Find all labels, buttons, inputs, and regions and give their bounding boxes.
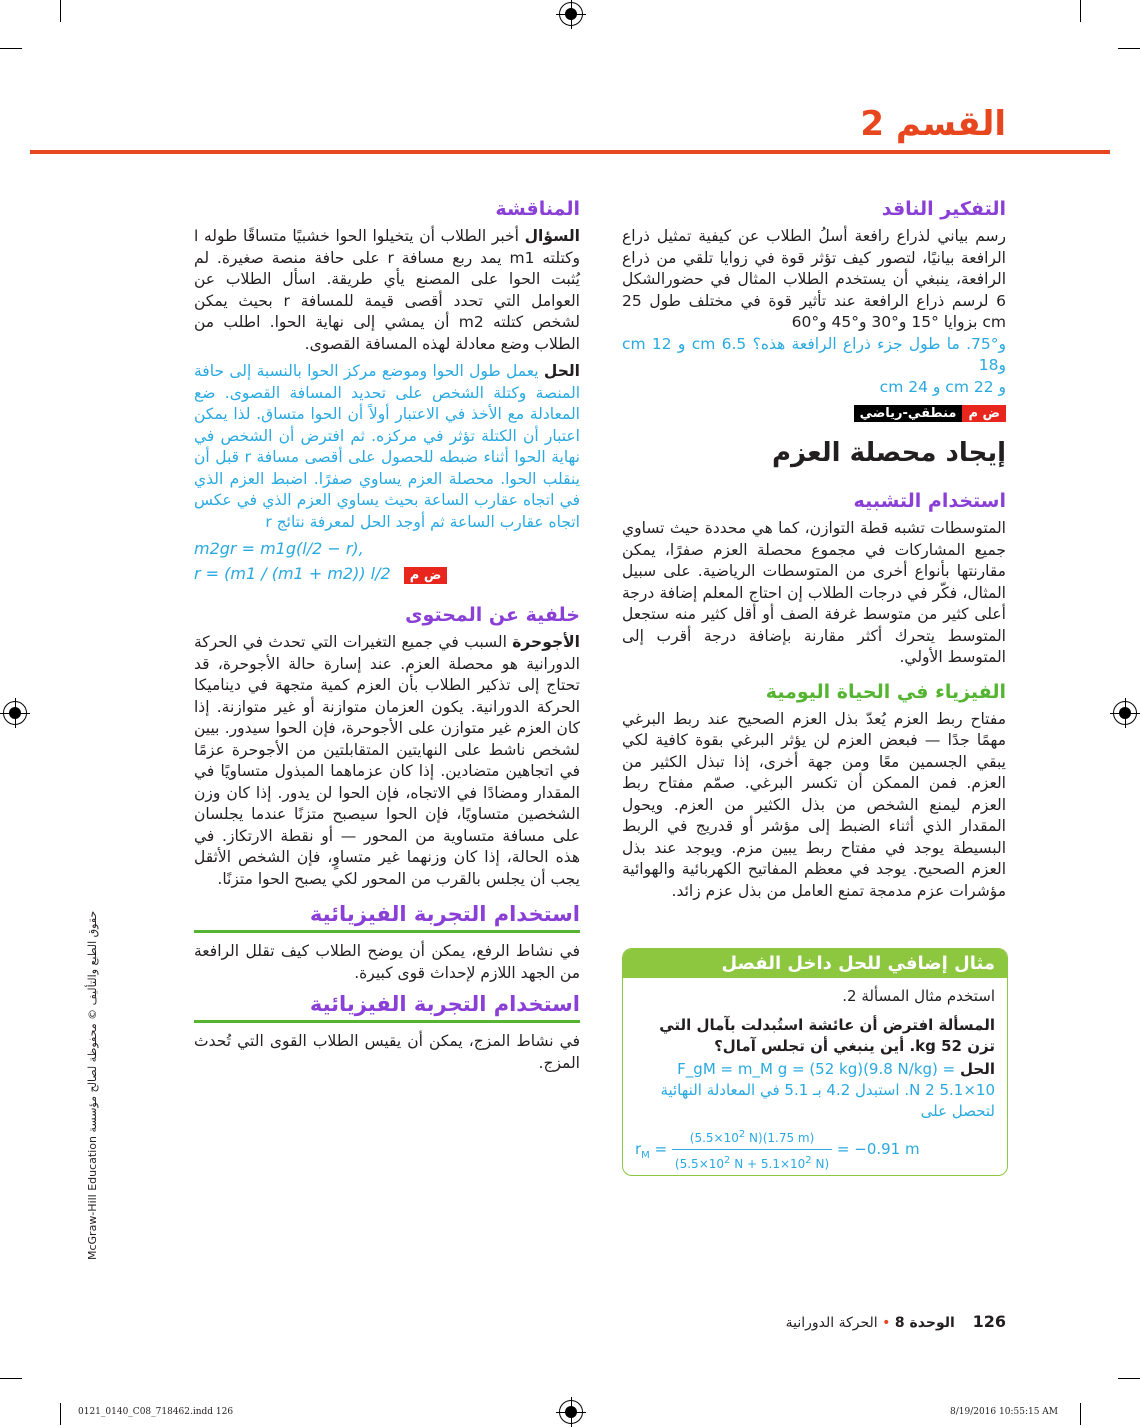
everyday-physics-body: مفتاح ربط العزم يُعدّ بذل العزم الصحيح عند ربط البرغي مهمًا جدًا — فبعض العزم لن يؤثر البرغي بقوة كافية لكي يبقي الجسمين معًا ومن جهة أخرى، إذا تبذل الكثير من العزم. فمن الممكن أن تكسر البرغي. صمّم مفتاح ربط العزم ليمنع الشخص من بذل الكثير من العزم. ويحول المقدار الذي أثناء الضبط إلى مؤشر أو قدريج في الربط البسيطة يوجد في مفتاح ربط يبين مزم. ويوجد عند بذل العزم الصحيح. يوجد في معظم المفاتيح الكهربائية والهوائية مؤشرات عزم مدمجة تمنع العامل من بذل عزم زائد. (622, 709, 1006, 900)
discussion-heading: المناقشة (495, 198, 580, 220)
discussion-question: أخبر الطلاب أن يتخيلوا الحوا خشبيًا متساقًا طوله l وكتلته m1 يمد ربع مسافة r على حافة منصة صغيرة. لم يُثبت الحوا على المصنع يأي طريقة. اسأل الطلاب عن العوامل التي تحدد أقصى قيمة للمسافة r بحيث يمكن لشخص كتلته m2 أن يمشي إلى نهاية الحوا. اطلب من الطلاب وضع معادلة لهذه المسافة القصوى. (194, 227, 581, 353)
page-number: 126 (972, 1312, 1006, 1331)
example-equation: $r_M$ = $\frac{(5.5\times 10^2 N)(1.75 m)}{(5.5\times 10^2 N + 5.1\times 10^2 N)}$ = −0.91 m (635, 1124, 995, 1175)
registration-mark (1113, 701, 1137, 725)
discussion-answer-label: الحل (543, 362, 580, 380)
analogy-body: المتوسطات تشبه قطة التوازن، كما هي محددة حيث تساوي جميع المشاركات في مجموع محصلة العزم صفرًا، يمكن مقارنتها بأنواع أخرى من المتوسطات الرياضية. على سبيل المثال، فكّر في درجات الطلاب إن احتاج المعلم إضافة درجة أعلى كثير من متوسط غرفة الصف أو أقل كثير منه ستجعل المتوسط يتحرك أكثر مقارنة بإضافة درجة أقرب إلى المتوسط الأولي. (622, 519, 1006, 666)
content-background-heading: خلفية عن المحتوى (405, 604, 580, 626)
example-box-title: مثال إضافي للحل داخل الفصل (623, 949, 1007, 978)
physics-lab-body-1: في نشاط الرفع، يمكن أن يوضح الطلاب كيف تقلل الرافعة من الجهد اللازم لإحداث قوى كبيرة. (194, 942, 580, 982)
slug-date: 8/19/2016 10:55:15 AM (950, 1407, 1059, 1417)
section-heading: إيجاد محصلة العزم (771, 438, 1006, 468)
content-background-label: الأجوحرة (512, 633, 580, 651)
critical-thinking-heading: التفكير الناقد (881, 198, 1006, 220)
column-right (622, 198, 1006, 902)
equation-2: r = (m1 / (m1 + m2)) l/2 (194, 564, 391, 583)
style-tag: منطقي-رياضي (854, 405, 963, 422)
registration-mark (559, 1400, 583, 1424)
discussion-question-label: السؤال (524, 227, 580, 245)
example-answer-line-1: F_gM = m_M g = (52 kg)(9.8 N/kg) = (677, 1060, 956, 1078)
header-rule (30, 150, 1110, 154)
everyday-physics-heading: الفيزياء في الحياة اليومية (765, 680, 1006, 703)
physics-lab-heading-1: استخدام التجربة الفيزيائية (309, 902, 580, 926)
column-left (194, 198, 580, 1074)
physics-lab-body-2: في نشاط المزج، يمكن أن يقيس الطلاب القوى التي تُحدث المزج. (194, 1032, 580, 1072)
example-answer-line-2: 10×5.1 2 N. استبدل 4.2 بـ 5.1 في المعادلة النهائية لتحصل على (660, 1081, 995, 1120)
crop-mark (1118, 48, 1140, 49)
crop-mark (0, 1378, 22, 1379)
level-tag: ض م (962, 405, 1006, 422)
slug-file: 0121_0140_C08_718462.indd 126 (78, 1407, 234, 1417)
crop-mark (1118, 1378, 1140, 1379)
critical-thinking-answer-2: و cm 22 و cm 24 (879, 377, 1006, 396)
discussion-answer: يعمل طول الحوا وموضع مركز الحوا بالنسبة إلى حافة المنصة وكتلة الشخص على تحديد المسافة القصوى. ضع المعادلة مع الأخذ في الاعتبار أولاً أن الحوا متساق. لذا يمكن اعتبار أن الكتلة تؤثر في مركزه. ثم افترض أن الشخص في نهاية الحوا أثناء ضبطه للحصول على أقصى مسافة r قبل أن ينقلب الحوا. محصلة العزم يساوي صفرًا. اضبط العزم الذي في اتجاه عقارب الساعة بحيث يساوي العزم الذي في عكس اتجاه عقارب الساعة ثم أوجد الحل لمعرفة نتائج r (194, 362, 580, 531)
example-result: = −0.91 m (836, 1140, 920, 1158)
equation-1: m2gr = m1g(l/2 − r), (194, 539, 364, 558)
content-background-body: السبب في جميع التغيرات التي تحدث في الحركة الدورانية هو محصلة العزم. عند إسارة حالة الأجوحرة، قد تحتاج إلى تذكير الطلاب بأن العزم كمية متجهة في ديناميكا الحركة الدورانية. يكون العزمان متوازنة أو غير متوازنة. إذا كان العزم غير متوازن على الأجوحرة، فإن الحوا سيدور. بيين لشخص ناشط على النهايتين المتقابلتين من الأجوحرة عزمًا في اتجاهين متضادين. إذا كان عزماهما المبذول متساويًا في المقدار ومضادًا في الاتجاه، فإن الحوا لن يدور. إذا كان وزن الشخصين متساويًا، فإن الحوا سيصبح متزنًا عندما يجلسان على مسافة متساوية من المحور — أو نقطة الارتكاز. في هذه الحالة، إذا كان وزنهما غير متساوٍ، فإن الشخص الأثقل يجب أن يجلس بالقرب من المحور لكي يصبح الحوا متزنًا. (194, 633, 580, 888)
green-rule (194, 930, 580, 933)
crop-mark (60, 0, 61, 22)
copyright-side-text: McGraw-Hill Education حقوق الطبع والتأليف © محفوظة لصالح مؤسسة (86, 910, 99, 1260)
physics-lab-heading-2: استخدام التجربة الفيزيائية (309, 992, 580, 1016)
unit-topic: الحركة الدورانية (785, 1315, 878, 1331)
page-footer: 126 الوحدة 8 • الحركة الدورانية (785, 1312, 1006, 1331)
unit-label: الوحدة 8 (894, 1315, 955, 1331)
analogy-heading: استخدام التشبيه (853, 490, 1006, 512)
crop-mark (1080, 1403, 1081, 1425)
example-box (622, 948, 1008, 1176)
registration-mark (559, 2, 583, 26)
critical-thinking-body: رسم بياني لذراع رافعة أسلُ الطلاب عن كيفية تمثيل ذراع الرافعة بيانيًا، لتصور كيف تؤثر قوة في زوايا تلقي من ذراع الرافعة، ينبغي أن يستخدم الطلاب المثال في حضورالشكل 6 لرسم ذراع الرافعة عند تأثير قوة في مختلف طول 25 cm بزوايا °15 و°30 و°45 و°60 (622, 227, 1006, 331)
chapter-title: القسم 2 (860, 104, 1006, 144)
crop-mark (60, 1403, 61, 1425)
green-rule (194, 1020, 580, 1023)
level-tag-2: ض م (404, 567, 448, 584)
equation-2-row (194, 564, 580, 584)
example-answer-label: الحل (960, 1060, 995, 1078)
crop-mark (0, 48, 22, 49)
registration-mark (3, 701, 27, 725)
crop-mark (1080, 0, 1081, 22)
example-question-label: المسألة (938, 1016, 995, 1034)
example-question: افترض أن عائشة استُبدلت بآمال التي تزن 52 kg. أين ينبغي أن تجلس آمال؟ (659, 1016, 995, 1055)
critical-thinking-answer: و°75. ما طول جزء ذراع الرافعة هذه؟ cm 6.5 و cm 12 و18 (622, 334, 1006, 374)
example-ref: استخدم مثال المسألة 2. (842, 987, 995, 1005)
